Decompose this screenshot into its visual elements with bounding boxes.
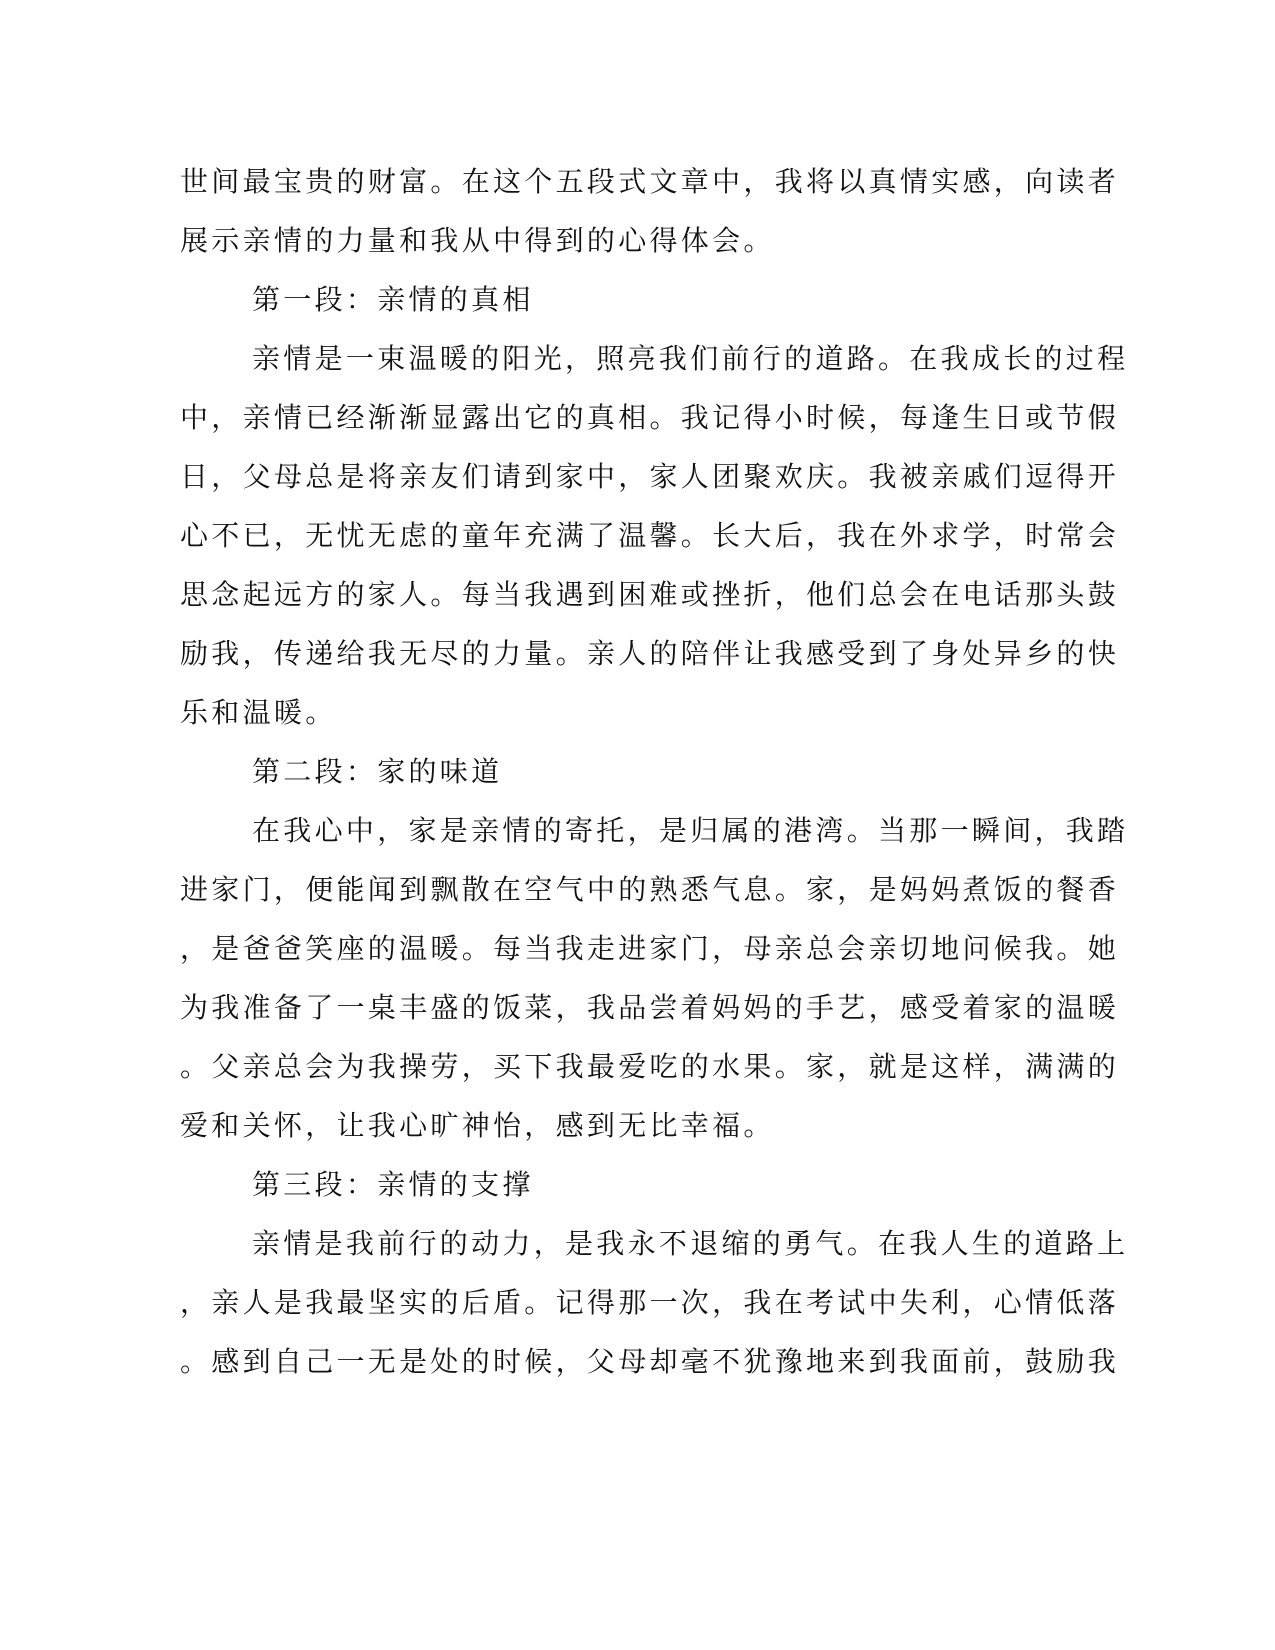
text-line-7: 心不已，无忧无虑的童年充满了温馨。长大后，我在外求学，时常会 xyxy=(180,519,1120,552)
text-line-19: 亲情是我前行的动力，是我永不退缩的勇气。在我人生的道路上 xyxy=(252,1227,1129,1260)
text-line-8: 思念起远方的家人。每当我遇到困难或挫折，他们总会在电话那头鼓 xyxy=(180,578,1120,611)
text-line-14: ，是爸爸笑座的温暖。每当我走进家门，母亲总会亲切地问候我。她 xyxy=(180,932,1120,965)
section-heading-3: 第三段：亲情的支撑 xyxy=(252,1168,534,1201)
text-line-20: ，亲人是我最坚实的后盾。记得那一次，我在考试中失利，心情低落 xyxy=(180,1286,1120,1319)
text-line-16: 。父亲总会为我操劳，买下我最爱吃的水果。家，就是这样，满满的 xyxy=(180,1050,1120,1083)
text-line-15: 为我准备了一桌丰盛的饭菜，我品尝着妈妈的手艺，感受着家的温暖 xyxy=(180,991,1120,1024)
text-line-4: 亲情是一束温暖的阳光，照亮我们前行的道路。在我成长的过程 xyxy=(252,342,1129,375)
text-line-12: 在我心中，家是亲情的寄托，是归属的港湾。当那一瞬间，我踏 xyxy=(252,814,1129,847)
text-line-5: 中，亲情已经渐渐显露出它的真相。我记得小时候，每逢生日或节假 xyxy=(180,401,1120,434)
text-line-13: 进家门，便能闻到飘散在空气中的熟悉气息。家，是妈妈煮饭的餐香 xyxy=(180,873,1120,906)
section-heading-1: 第一段：亲情的真相 xyxy=(252,283,534,316)
text-line-21: 。感到自己一无是处的时候，父母却毫不犹豫地来到我面前，鼓励我 xyxy=(180,1345,1120,1378)
text-line-1: 世间最宝贵的财富。在这个五段式文章中，我将以真情实感，向读者 xyxy=(180,165,1120,198)
text-line-9: 励我，传递给我无尽的力量。亲人的陪伴让我感受到了身处异乡的快 xyxy=(180,637,1120,670)
section-heading-2: 第二段：家的味道 xyxy=(252,755,503,788)
text-line-17: 爱和关怀，让我心旷神怡，感到无比幸福。 xyxy=(180,1109,775,1142)
text-line-10: 乐和温暖。 xyxy=(180,696,337,729)
text-line-6: 日，父母总是将亲友们请到家中，家人团聚欢庆。我被亲戚们逗得开 xyxy=(180,460,1120,493)
text-line-2: 展示亲情的力量和我从中得到的心得体会。 xyxy=(180,224,775,257)
